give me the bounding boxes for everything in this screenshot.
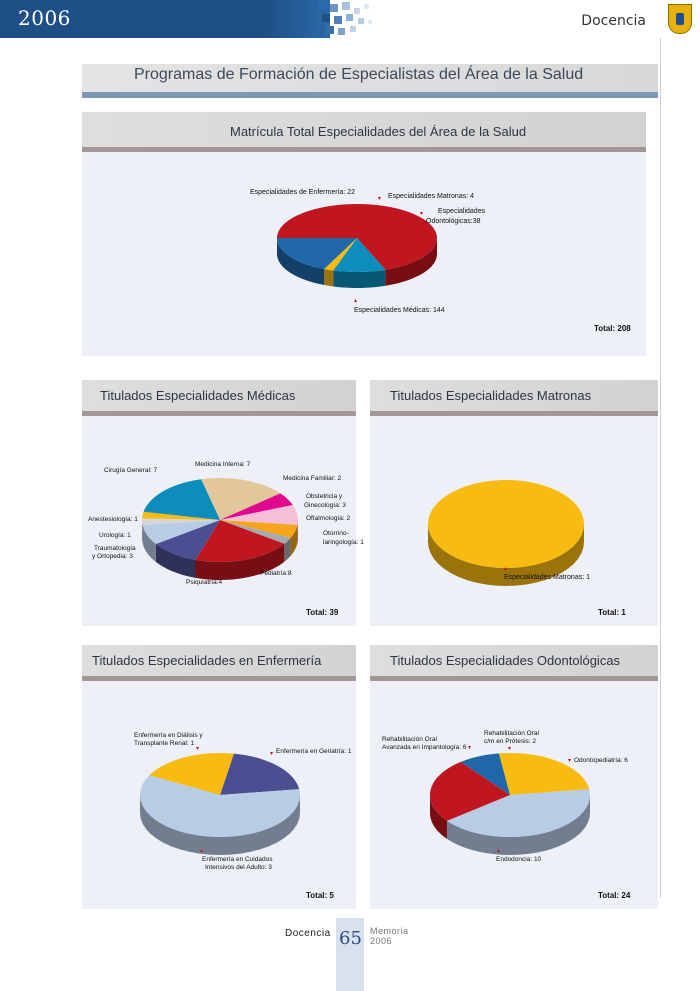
header-year: 2006	[18, 6, 71, 30]
data-label: Especialidades Médicas: 144	[354, 307, 445, 314]
data-label: Medicina Interna: 7	[195, 461, 251, 468]
total-label: Total: 5	[306, 891, 334, 900]
total-label: Total: 24	[598, 891, 631, 900]
data-label: Oftalmología: 2	[306, 515, 351, 522]
panel-title: Titulados Especialidades en Enfermería	[92, 653, 322, 668]
data-label: Intensivos del Adulto: 3	[205, 864, 272, 871]
panel-title: Titulados Especialidades Médicas	[100, 388, 296, 403]
panel-matricula	[82, 112, 646, 356]
total-label: Total: 208	[594, 324, 631, 333]
data-label: Especialidades de Enfermería: 22	[250, 189, 356, 196]
total-label: Total: 39	[306, 608, 339, 617]
data-label: Especialidades	[438, 208, 486, 215]
panel-odonto	[370, 645, 658, 909]
data-label: Cirugía General: 7	[104, 467, 158, 474]
panel-matronas	[370, 380, 658, 626]
pie-chart-medicas	[82, 380, 364, 626]
data-label: y Ortopedia: 3	[92, 553, 133, 560]
panel-title: Titulados Especialidades Odontológicas	[390, 653, 621, 668]
data-label: Ginecología: 3	[304, 502, 346, 509]
panel-medicas	[82, 380, 364, 626]
data-label: Endodoncia: 10	[496, 856, 542, 863]
data-label: Rehabilitación Oral	[484, 730, 539, 737]
data-label: Anestesiología: 1	[88, 516, 138, 523]
pie-side-wall	[333, 270, 385, 288]
panel-title: Titulados Especialidades Matronas	[390, 388, 592, 403]
pie-side-wall	[324, 269, 333, 286]
pie-chart-matricula	[82, 112, 646, 356]
pie-slice	[428, 480, 584, 568]
data-label: Medicina Familiar: 2	[283, 475, 342, 482]
data-label: Pediatría:8	[260, 570, 292, 577]
total-label: Total: 1	[598, 608, 626, 617]
footer-memoria-label: Memoria	[370, 926, 409, 936]
pie-chart-odonto	[370, 645, 658, 909]
footer-section: Docencia	[285, 928, 331, 939]
footer-year: 2006	[370, 936, 393, 946]
data-label: Enfermería en Geriatría: 1	[276, 748, 352, 755]
pie-chart-enfermeria	[82, 645, 356, 909]
footer-memoria	[370, 926, 409, 946]
data-label: Especialidades Matronas: 1	[504, 574, 590, 581]
data-label: Urología: 1	[99, 532, 131, 539]
data-label: Enfermería en Cuidados	[202, 856, 273, 863]
data-label: Traumatología	[94, 545, 136, 552]
pie-slice	[220, 754, 299, 795]
data-label: Rehabilitación Oral	[382, 736, 437, 743]
data-label: Obstetricia y	[306, 493, 343, 500]
data-label: laringología: 1	[323, 539, 364, 546]
divider	[660, 38, 661, 898]
pixel-pattern-decoration	[318, 0, 378, 38]
data-label: c/m en Prótesis: 2	[484, 738, 537, 745]
header-section: Docencia	[581, 13, 646, 29]
page-title: Programas de Formación de Especialistas del Área de la Salud	[134, 66, 584, 83]
data-label: Odontológicas:38	[426, 218, 481, 225]
data-label: Avanzada en Impantología: 6	[382, 744, 467, 751]
top-header	[0, 0, 700, 38]
panel-title: Matrícula Total Especialidades del Área de la Salud	[230, 124, 527, 139]
data-label: Psiquiatría:4	[186, 579, 223, 586]
data-label: Otorrino-	[323, 530, 349, 537]
data-label: Odontopediatría: 6	[574, 757, 628, 764]
data-label: Enfermería en Diálisis y	[134, 732, 203, 739]
pie-chart-matronas	[370, 380, 658, 626]
panel-enfermeria	[82, 645, 356, 909]
page-number: 65	[339, 928, 362, 949]
title-underline	[82, 92, 658, 98]
university-crest-icon	[668, 4, 692, 34]
data-label: Especialidades Matronas: 4	[388, 193, 474, 200]
data-label: Transplante Renal: 1	[134, 740, 195, 747]
